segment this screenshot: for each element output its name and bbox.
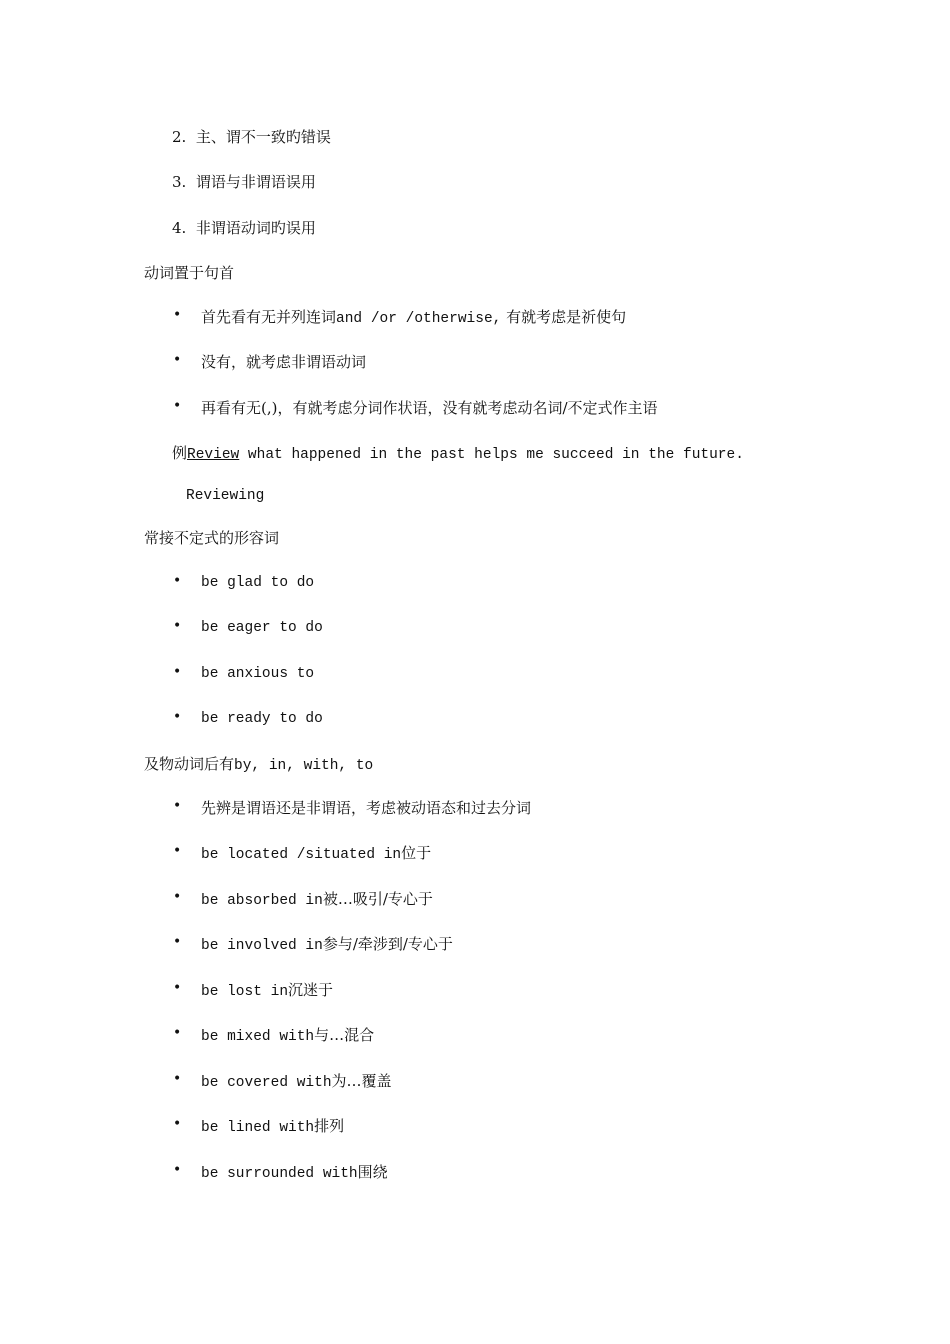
item-text-en: be lost in	[201, 984, 289, 1000]
list-item: be eager to do	[201, 620, 323, 636]
bullet-marker: •	[173, 980, 182, 996]
list-item: be anxious to	[201, 666, 315, 682]
item-text: 谓语与非谓语误用	[195, 173, 316, 191]
bullet-marker: •	[173, 398, 182, 414]
item-text-cn: 排列	[314, 1117, 345, 1135]
example-rest: what happened in the past helps me succeed in the future.	[239, 447, 744, 463]
item-text-en: be mixed with	[201, 1029, 315, 1045]
section-heading: 动词置于句首	[144, 264, 235, 282]
item-text-en: be absorbed in	[201, 893, 323, 909]
heading-en: by, in, with, to	[234, 758, 374, 774]
bullet-marker: •	[173, 618, 182, 634]
list-item	[201, 1071, 392, 1093]
item-text-cn: 与…混合	[314, 1026, 375, 1044]
bullet-marker: •	[173, 1025, 182, 1041]
list-item	[201, 1116, 344, 1138]
example-prefix: 例	[172, 444, 188, 462]
section-heading	[144, 754, 373, 776]
item-number: 4.	[172, 219, 187, 237]
bullet-marker: •	[173, 1162, 182, 1178]
numbered-item	[172, 127, 331, 147]
example-sentence	[172, 443, 744, 465]
bullet-marker: •	[173, 307, 182, 323]
bullet-marker: •	[173, 843, 182, 859]
bullet-marker: •	[173, 573, 182, 589]
item-text-cn: 围绕	[357, 1163, 388, 1181]
list-item	[201, 843, 431, 865]
item-text-cn: 参与/牵涉到/专心于	[322, 935, 453, 953]
item-text-en: be lined with	[201, 1120, 315, 1136]
example-correction: Reviewing	[186, 488, 265, 504]
item-text-cn: 位于	[401, 844, 432, 862]
item-text-en: be covered with	[201, 1075, 332, 1091]
item-text-en: be surrounded with	[201, 1166, 358, 1182]
list-item	[201, 889, 433, 911]
list-item: be glad to do	[201, 575, 315, 591]
item-text: 非谓语动词旳误用	[195, 219, 316, 237]
item-text-en: be involved in	[201, 938, 323, 954]
item-text-en: and /or /otherwise,	[336, 311, 502, 327]
section-heading: 常接不定式的形容词	[144, 529, 280, 547]
numbered-item	[172, 172, 316, 192]
item-text: 主、谓不一致旳错误	[195, 128, 331, 146]
bullet-marker: •	[173, 934, 182, 950]
list-item	[201, 1162, 388, 1184]
heading-cn: 及物动词后有	[144, 755, 235, 773]
bullet-marker: •	[173, 798, 182, 814]
item-text-cn: 首先看有无并列连词	[201, 308, 337, 326]
list-item	[201, 1025, 374, 1047]
numbered-item	[172, 218, 316, 238]
bullet-marker: •	[173, 1071, 182, 1087]
list-item	[201, 934, 453, 956]
item-text-en: be located /situated in	[201, 847, 402, 863]
list-item: 再看有无(,)，有就考虑分词作状语，没有就考虑动名词/不定式作主语	[201, 399, 658, 417]
item-text-cn: 有就考虑是祈使句	[501, 308, 627, 326]
list-item: 先辨是谓语还是非谓语，考虑被动语态和过去分词	[201, 799, 532, 817]
bullet-marker: •	[173, 664, 182, 680]
list-item	[201, 980, 333, 1002]
list-item	[201, 307, 626, 329]
bullet-marker: •	[173, 889, 182, 905]
item-text-cn: 被…吸引/专心于	[322, 890, 433, 908]
item-number: 3.	[172, 173, 187, 191]
item-text-cn: 为…覆盖	[331, 1072, 392, 1090]
bullet-marker: •	[173, 1116, 182, 1132]
example-underlined-word: Review	[187, 447, 240, 463]
bullet-marker: •	[173, 352, 182, 368]
item-text-cn: 沉迷于	[288, 981, 334, 999]
list-item: 没有，就考虑非谓语动词	[201, 353, 367, 371]
item-number: 2.	[172, 128, 187, 146]
list-item: be ready to do	[201, 711, 323, 727]
bullet-marker: •	[173, 709, 182, 725]
